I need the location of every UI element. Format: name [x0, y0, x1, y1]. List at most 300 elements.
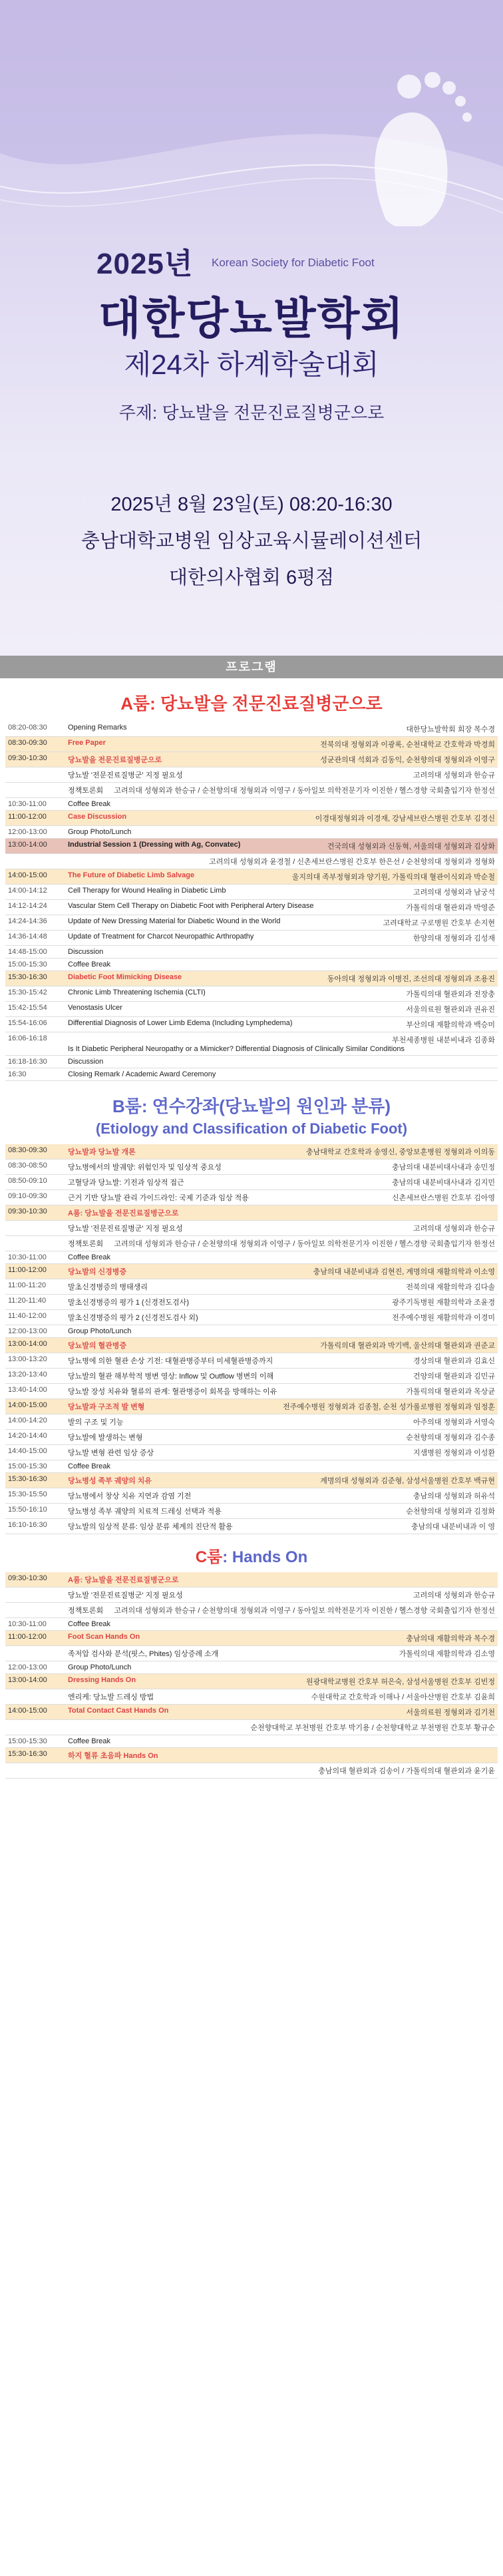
schedule-row — [5, 931, 498, 946]
session-title: 족저압 검사와 분석(핏스, Phites) 임상증례 소개 — [68, 1650, 219, 1658]
session-cell — [65, 1618, 498, 1631]
session-cell — [65, 767, 498, 783]
schedule-row — [5, 1384, 498, 1399]
session-cell — [65, 826, 498, 839]
session-time: 14:20-14:40 — [5, 1430, 65, 1445]
session-cell — [65, 1399, 498, 1414]
session-title: A룸: 당뇨발을 전문진료질병군으로 — [68, 1576, 179, 1584]
session-time — [5, 1588, 65, 1603]
room-b-title-en: (Etiology and Classification of Diabetic Foot) — [95, 1120, 408, 1137]
session-title: 근거 기반 당뇨발 관리 가이드라인: 국제 기준과 임상 적용 — [68, 1194, 249, 1202]
schedule-row — [5, 1674, 498, 1689]
schedule-row — [5, 1631, 498, 1646]
session-cell — [65, 1384, 498, 1399]
schedule-row — [5, 1251, 498, 1264]
event-year: 2025년 — [96, 248, 194, 280]
schedule-row — [5, 1588, 498, 1603]
session-title: 당뇨발의 신경병증 — [68, 1268, 127, 1276]
session-time: 13:20-13:40 — [5, 1369, 65, 1384]
session-speaker: 경상의대 혈관외과 김효신 — [413, 1357, 495, 1365]
session-time: 15:00-15:30 — [5, 1460, 65, 1473]
schedule-row — [5, 1661, 498, 1674]
session-title: Diabetic Foot Mimicking Disease — [68, 973, 182, 981]
session-time: 13:00-14:00 — [5, 839, 65, 854]
session-time: 13:00-14:00 — [5, 1338, 65, 1353]
session-cell — [65, 1588, 498, 1603]
session-speaker: 가톨릭의대 혈관외과 박기백, 울산의대 혈관외과 권준교 — [320, 1342, 495, 1350]
event-venue: 충남대학교병원 임상교육시뮬레이션센터 — [81, 531, 422, 552]
schedule-row — [5, 1236, 498, 1251]
session-cell — [65, 1460, 498, 1473]
session-time: 15:42-15:54 — [5, 1002, 65, 1017]
schedule-row — [5, 986, 498, 1002]
schedule-row — [5, 767, 498, 783]
session-title: 엔리케: 당뇨발 드레싱 방법 — [68, 1693, 154, 1701]
session-title: 정책토론회 — [68, 1607, 104, 1615]
schedule-row — [5, 1473, 498, 1488]
session-time: 15:30-16:30 — [5, 1473, 65, 1488]
session-cell — [65, 869, 498, 885]
session-cell — [65, 1674, 498, 1689]
schedule-row — [5, 1068, 498, 1081]
session-title: A룸: 당뇨발을 전문진료질병군으로 — [68, 1209, 179, 1217]
schedule-row — [5, 1399, 498, 1414]
session-time: 09:30-10:30 — [5, 1572, 65, 1588]
schedule-row — [5, 1705, 498, 1720]
session-speaker: 충남의대 재활의학과 복수경 — [406, 1635, 495, 1643]
room-a-schedule — [5, 722, 498, 1081]
schedule-row — [5, 826, 498, 839]
session-time: 15:50-16:10 — [5, 1504, 65, 1519]
session-time — [5, 1221, 65, 1236]
session-speaker: 전북의대 재활의학과 김다솔 — [406, 1283, 495, 1291]
schedule-row — [5, 1618, 498, 1631]
program-ribbon: 프로그램 — [0, 656, 503, 678]
session-cell — [65, 1705, 498, 1720]
schedule-row — [5, 959, 498, 971]
session-title: 발의 구조 및 기능 — [68, 1418, 124, 1426]
session-title: 당뇨병성 족부 궤양의 치유 — [68, 1477, 152, 1485]
session-time — [5, 1603, 65, 1618]
room-a-section — [0, 678, 503, 1081]
session-time: 16:30 — [5, 1068, 65, 1081]
session-time: 15:30-16:30 — [5, 1748, 65, 1763]
session-title: Coffee Break — [68, 1253, 111, 1261]
session-time — [5, 1763, 65, 1779]
session-speaker: 전주예수병원 정형외과 김종철, 순천 성가롤로병원 정형외과 임정훈 — [283, 1403, 495, 1411]
session-speaker: 고려의대 성형외과 한승규 / 순천향의대 정형외과 이영구 / 동아일보 의학전문기자 이진한 / 헬스경향 국회출입기자 한정선 — [114, 787, 495, 795]
session-time: 16:10-16:30 — [5, 1519, 65, 1534]
session-cell — [65, 1473, 498, 1488]
schedule-row — [5, 1488, 498, 1504]
session-speaker: 광주기독병원 재활의학과 조윤경 — [392, 1299, 495, 1307]
session-cell — [65, 1279, 498, 1295]
schedule-row — [5, 1735, 498, 1748]
session-time: 09:10-09:30 — [5, 1190, 65, 1205]
session-speaker: 부천세종병원 내분비내과 김종화 — [392, 1036, 495, 1044]
schedule-row — [5, 1264, 498, 1279]
foot-logo-icon — [346, 40, 492, 226]
session-time — [5, 1720, 65, 1735]
session-cell — [65, 783, 498, 798]
schedule-row — [5, 1160, 498, 1175]
session-time: 08:30-08:50 — [5, 1160, 65, 1175]
session-title: 하지 혈류 초음파 Hands On — [68, 1752, 158, 1760]
session-time: 11:00-12:00 — [5, 1631, 65, 1646]
session-cell — [65, 811, 498, 826]
session-title: Vascular Stem Cell Therapy on Diabetic Foot with Peripheral Artery Disease — [68, 902, 314, 910]
session-cell — [65, 1295, 498, 1310]
schedule-row — [5, 1572, 498, 1588]
session-title: 당뇨발 변형 관련 임상 증상 — [68, 1449, 154, 1457]
session-speaker: 한양의대 정형외과 김성재 — [413, 935, 495, 943]
session-speaker: 고려의대 성형외과 한승규 / 순천향의대 정형외과 이영구 / 동아일보 의학전문기자 이진한 / 헬스경향 국회출입기자 한정선 — [114, 1607, 495, 1615]
room-b-title — [0, 1081, 503, 1144]
session-cell — [65, 1720, 498, 1735]
session-cell — [65, 798, 498, 811]
session-cell — [65, 1310, 498, 1325]
session-title: 정책토론회 — [68, 1240, 104, 1248]
session-time: 14:00-14:20 — [5, 1414, 65, 1430]
session-cell — [65, 1068, 498, 1081]
session-cell — [65, 1445, 498, 1460]
session-time — [5, 1236, 65, 1251]
schedule-row — [5, 1325, 498, 1338]
session-title: Discussion — [68, 1058, 104, 1066]
session-speaker: 고려의대 성형외과 한승규 — [413, 1592, 495, 1600]
room-c-title — [0, 1534, 503, 1572]
session-time: 10:30-11:00 — [5, 798, 65, 811]
session-speaker: 계명의대 성형외과 김준형, 삼성서울병원 간호부 백규현 — [320, 1477, 495, 1485]
session-cell — [65, 1338, 498, 1353]
session-speaker: 가톨릭의대 혈관외과 박영준 — [406, 904, 495, 912]
session-cell — [65, 971, 498, 986]
session-speaker: 고려의대 성형외과 한승규 — [413, 1225, 495, 1233]
schedule-row — [5, 1720, 498, 1735]
schedule-row — [5, 1504, 498, 1519]
session-cell — [65, 1175, 498, 1190]
session-speaker: 건양의대 혈관외과 김민규 — [413, 1373, 495, 1381]
session-cell — [65, 1414, 498, 1430]
session-title: Differential Diagnosis of Lower Limb Edema (Including Lymphedema) — [68, 1019, 293, 1027]
session-time: 15:00-15:30 — [5, 1735, 65, 1748]
schedule-row — [5, 1205, 498, 1221]
session-title: 당뇨발 '전문진료질병군' 지정 필요성 — [68, 771, 183, 779]
session-title: Free Paper — [68, 739, 106, 747]
session-title: Group Photo/Lunch — [68, 1663, 132, 1671]
session-speaker: 지샘병원 정형외과 이성환 — [413, 1449, 495, 1457]
session-time: 12:00-13:00 — [5, 1325, 65, 1338]
session-speaker: 이경대정형외과 이경재, 강남세브란스병원 간호부 김경신 — [315, 815, 495, 823]
schedule-row — [5, 885, 498, 900]
session-cell — [65, 737, 498, 752]
session-title: 당뇨발 장성 치유와 혈류의 관계: 혈관병증이 회복을 방해하는 이유 — [68, 1388, 277, 1396]
room-b-title-ko: B룸: 연수강좌(당뇨발의 원인과 분류) — [112, 1096, 391, 1116]
session-title: Update of Treatment for Charcot Neuropathic Arthropathy — [68, 933, 254, 941]
session-time: 14:40-15:00 — [5, 1445, 65, 1460]
session-time: 08:30-09:30 — [5, 737, 65, 752]
session-cell — [65, 1002, 498, 1017]
session-time: 14:00-15:00 — [5, 869, 65, 885]
session-time: 14:00-14:12 — [5, 885, 65, 900]
session-speaker: 충남의대 내분비내과 이 영 — [411, 1523, 495, 1531]
schedule-row — [5, 1295, 498, 1310]
schedule-row — [5, 1175, 498, 1190]
session-cell — [65, 986, 498, 1002]
session-time: 09:30-10:30 — [5, 752, 65, 767]
session-title: The Future of Diabetic Limb Salvage — [68, 871, 195, 879]
session-speaker: 순천향대학교 부천병원 간호부 박기용 / 순천향대학교 부천병원 간호부 황규순 — [250, 1724, 495, 1732]
session-time: 15:54-16:06 — [5, 1017, 65, 1032]
session-speaker: 아주의대 정형외과 서영숙 — [413, 1418, 495, 1426]
session-title: Opening Remarks — [68, 724, 127, 732]
session-cell — [65, 915, 498, 931]
room-c-title-label: C룸 — [195, 1548, 223, 1566]
event-credit: 대한의사협회 6평점 — [168, 567, 335, 588]
session-time: 09:30-10:30 — [5, 1205, 65, 1221]
session-cell — [65, 900, 498, 915]
schedule-row — [5, 1369, 498, 1384]
session-title: Chronic Limb Threatening Ischemia (CLTI) — [68, 988, 206, 996]
schedule-row — [5, 1445, 498, 1460]
session-title: Venostasis Ulcer — [68, 1004, 122, 1012]
session-speaker: 충남대학교 간호학과 송영신, 중앙보훈병원 정형외과 이의동 — [306, 1148, 495, 1156]
session-speaker: 고려의대 성형외과 남궁석 — [413, 889, 495, 897]
schedule-row — [5, 1353, 498, 1369]
schedule-row — [5, 737, 498, 752]
session-cell — [65, 1236, 498, 1251]
society-title: 대한당뇨발학회 — [98, 294, 405, 343]
schedule-row — [5, 1056, 498, 1068]
session-title: Coffee Break — [68, 1620, 111, 1628]
session-cell — [65, 1017, 498, 1032]
session-title: Cell Therapy for Wound Healing in Diabetic Limb — [68, 887, 226, 895]
session-title: 당뇨병성 족부 궤양의 치료적 드레싱 선택과 적용 — [68, 1508, 222, 1516]
session-time: 14:00-15:00 — [5, 1399, 65, 1414]
session-title: Coffee Break — [68, 1462, 111, 1470]
session-time: 11:40-12:00 — [5, 1310, 65, 1325]
session-speaker: 고려대학교 구로병원 간호부 손지현 — [383, 919, 495, 927]
session-cell — [65, 839, 498, 854]
session-speaker: 성균관의대 석회과 김동익, 순천향의대 정형외과 이영구 — [320, 756, 495, 764]
session-time: 14:12-14:24 — [5, 900, 65, 915]
session-cell — [65, 1221, 498, 1236]
session-cell — [65, 1661, 498, 1674]
schedule-row — [5, 854, 498, 869]
session-time — [5, 854, 65, 869]
schedule-row — [5, 1519, 498, 1534]
session-cell — [65, 1205, 498, 1221]
session-speaker: 충남의대 성형외과 허유석 — [413, 1492, 495, 1500]
session-speaker: 수원대학교 간호학과 이해나 / 서울아산병원 간호부 김윤희 — [311, 1693, 495, 1701]
session-title: Group Photo/Lunch — [68, 1327, 132, 1335]
session-speaker: 충남의대 내분비내과 김현진, 계명의대 재활의학과 이소영 — [313, 1268, 495, 1276]
session-title: 당뇨발 '전문진료질병군' 지정 필요성 — [68, 1225, 183, 1233]
session-speaker: 울지의대 족부정형외과 양기원, 가톨릭의대 혈관이식외과 박순철 — [291, 873, 495, 881]
session-speaker: 순천향의대 정형외과 김수종 — [406, 1434, 495, 1442]
schedule-row — [5, 869, 498, 885]
session-time: 15:30-16:30 — [5, 971, 65, 986]
session-cell — [65, 1631, 498, 1646]
session-time: 13:40-14:00 — [5, 1384, 65, 1399]
session-cell — [65, 1572, 498, 1588]
session-speaker: 건국의대 성형외과 신동혁, 서울의대 성형외과 김상화 — [327, 843, 495, 851]
session-title: Coffee Break — [68, 961, 111, 968]
schedule-row — [5, 1689, 498, 1705]
session-cell — [65, 1646, 498, 1661]
session-cell — [65, 1369, 498, 1384]
session-cell — [65, 1735, 498, 1748]
session-speaker: 신촌세브란스병원 간호부 김아영 — [392, 1194, 495, 1202]
session-time: 16:18-16:30 — [5, 1056, 65, 1068]
session-cell — [65, 1325, 498, 1338]
session-title: Update of New Dressing Material for Diabetic Wound in the World — [68, 917, 281, 925]
session-title: Coffee Break — [68, 800, 111, 808]
session-cell — [65, 1160, 498, 1175]
schedule-row — [5, 915, 498, 931]
schedule-row — [5, 1460, 498, 1473]
schedule-row — [5, 722, 498, 737]
schedule-row — [5, 1002, 498, 1017]
session-speaker: 원광대학교병원 간호부 허은숙, 삼성서울병원 간호부 김빈정 — [306, 1678, 495, 1686]
session-title: Dressing Hands On — [68, 1676, 136, 1684]
schedule-row — [5, 1430, 498, 1445]
session-time — [5, 783, 65, 798]
session-title: 당뇨발 '전문진료질병군' 지정 필요성 — [68, 1592, 183, 1600]
schedule-row — [5, 900, 498, 915]
session-cell — [65, 752, 498, 767]
session-cell — [65, 1264, 498, 1279]
session-time: 14:36-14:48 — [5, 931, 65, 946]
session-title: Case Discussion — [68, 813, 127, 821]
room-b-schedule — [5, 1144, 498, 1534]
session-cell — [65, 1488, 498, 1504]
session-cell — [65, 1056, 498, 1068]
session-title: Industrial Session 1 (Dressing with Ag, Convatec) — [68, 841, 241, 849]
session-cell — [65, 1032, 498, 1056]
session-cell — [65, 1519, 498, 1534]
session-speaker: 대한당뇨발학회 회장 복수경 — [406, 726, 495, 734]
session-cell — [65, 885, 498, 900]
session-title: 말초신경병증의 평가 1 (신경전도검사) — [68, 1299, 190, 1307]
schedule-row — [5, 1310, 498, 1325]
schedule-row — [5, 1748, 498, 1763]
session-time — [5, 767, 65, 783]
session-speaker: 고려의대 성형외과 한승규 — [413, 771, 495, 779]
session-title: Closing Remark / Academic Award Ceremony — [68, 1070, 216, 1078]
schedule-row — [5, 1279, 498, 1295]
session-time: 14:00-15:00 — [5, 1705, 65, 1720]
schedule-row — [5, 1414, 498, 1430]
session-title: 당뇨발에 발생하는 변형 — [68, 1434, 143, 1442]
session-cell — [65, 946, 498, 959]
session-cell — [65, 1144, 498, 1160]
session-speaker: 고려의대 성형외과 윤경철 / 신촌세브란스병원 간호부 한은선 / 순천향의대 정형외과 정형화 — [209, 858, 495, 866]
session-time: 16:06-16:18 — [5, 1032, 65, 1056]
session-time: 13:00-14:00 — [5, 1674, 65, 1689]
schedule-row — [5, 1017, 498, 1032]
schedule-row — [5, 752, 498, 767]
session-time: 08:20-08:30 — [5, 722, 65, 737]
session-cell — [65, 1763, 498, 1779]
session-title: Is It Diabetic Peripheral Neuropathy or a Mimicker? Differential Diagnosis of Clinically Similar Conditions — [68, 1045, 405, 1053]
session-title: 당뇨발의 혈관병증 — [68, 1342, 127, 1350]
session-title: Discussion — [68, 948, 104, 956]
session-time: 14:48-15:00 — [5, 946, 65, 959]
session-title: 당뇨병에 의한 혈관 손상 기전: 대혈관병증부터 미세혈관병증까지 — [68, 1357, 273, 1365]
session-speaker: 충남의대 내분비대사내과 김지민 — [392, 1179, 495, 1187]
schedule-row — [5, 1603, 498, 1618]
session-title: 당뇨발과 구조적 발 변형 — [68, 1403, 145, 1411]
session-time: 15:30-15:50 — [5, 1488, 65, 1504]
session-title: 말초신경병증의 평가 2 (신경전도검사 외) — [68, 1314, 198, 1322]
session-title: 당뇨발과 당뇨발 개론 — [68, 1148, 136, 1156]
schedule-row — [5, 1032, 498, 1056]
session-speaker: 가톨릭의대 재활의학과 김소영 — [399, 1650, 495, 1658]
session-time — [5, 1689, 65, 1705]
session-speaker: 순천향의대 성형외과 김정화 — [406, 1508, 495, 1516]
session-cell — [65, 1504, 498, 1519]
schedule-row — [5, 839, 498, 854]
session-cell — [65, 1251, 498, 1264]
session-time: 13:00-13:20 — [5, 1353, 65, 1369]
schedule-row — [5, 1190, 498, 1205]
session-cell — [65, 722, 498, 737]
schedule-row — [5, 1221, 498, 1236]
session-cell — [65, 1748, 498, 1763]
session-cell — [65, 1190, 498, 1205]
session-time: 11:00-12:00 — [5, 1264, 65, 1279]
session-time: 08:50-09:10 — [5, 1175, 65, 1190]
event-subtitle: 제24차 하계학술대회 — [124, 349, 379, 380]
session-title: 당뇨발을 전문진료질병군으로 — [68, 756, 162, 764]
session-speaker: 충남의대 내분비대사내과 송민정 — [392, 1164, 495, 1172]
session-speaker: 가톨릭의대 혈관외과 전장충 — [406, 990, 495, 998]
society-english-name: Korean Society for Diabetic Foot — [212, 256, 375, 269]
session-title: Foot Scan Hands On — [68, 1633, 140, 1641]
session-title: 고혈당과 당뇨발: 기전과 임상적 접근 — [68, 1179, 184, 1187]
session-speaker: 부산의대 재활의학과 백승미 — [406, 1021, 495, 1029]
session-speaker: 서울의료원 혈관외과 권유진 — [406, 1006, 495, 1014]
hero-banner — [0, 0, 503, 656]
schedule-row — [5, 946, 498, 959]
schedule-row — [5, 1646, 498, 1661]
schedule-row — [5, 1144, 498, 1160]
session-speaker: 고려의대 성형외과 한승규 / 순천향의대 정형외과 이영구 / 동아일보 의학전문기자 이진한 / 헬스경향 국회출입기자 한정선 — [114, 1240, 495, 1248]
schedule-row — [5, 1763, 498, 1779]
session-title: 당뇨발의 임상적 분류: 임상 분류 체계의 진단적 활용 — [68, 1523, 233, 1531]
session-time: 11:00-12:00 — [5, 811, 65, 826]
session-title: Group Photo/Lunch — [68, 828, 132, 836]
session-title: 당뇨병에서의 발궤양: 위험인자 및 임상적 중요성 — [68, 1164, 222, 1172]
session-cell — [65, 1430, 498, 1445]
session-title: Coffee Break — [68, 1737, 111, 1745]
session-time: 11:20-11:40 — [5, 1295, 65, 1310]
session-title: 당뇨병에서 창상 치유 지연과 감염 기전 — [68, 1492, 192, 1500]
session-cell — [65, 1689, 498, 1705]
session-time: 15:00-15:30 — [5, 959, 65, 971]
schedule-row — [5, 1338, 498, 1353]
session-cell — [65, 931, 498, 946]
session-cell — [65, 959, 498, 971]
session-time: 12:00-13:00 — [5, 826, 65, 839]
session-speaker: 동아의대 정형외과 이병진, 조선의대 정형외과 조용진 — [327, 975, 495, 983]
session-cell — [65, 1353, 498, 1369]
session-title: 당뇨발의 혈관 해부학적 병변 영상: Inflow 및 Outflow 병변의 이해 — [68, 1373, 274, 1381]
session-time: 12:00-13:00 — [5, 1661, 65, 1674]
session-time: 14:24-14:36 — [5, 915, 65, 931]
event-theme: 주제: 당뇨발을 전문진료질병군으로 — [118, 403, 385, 423]
